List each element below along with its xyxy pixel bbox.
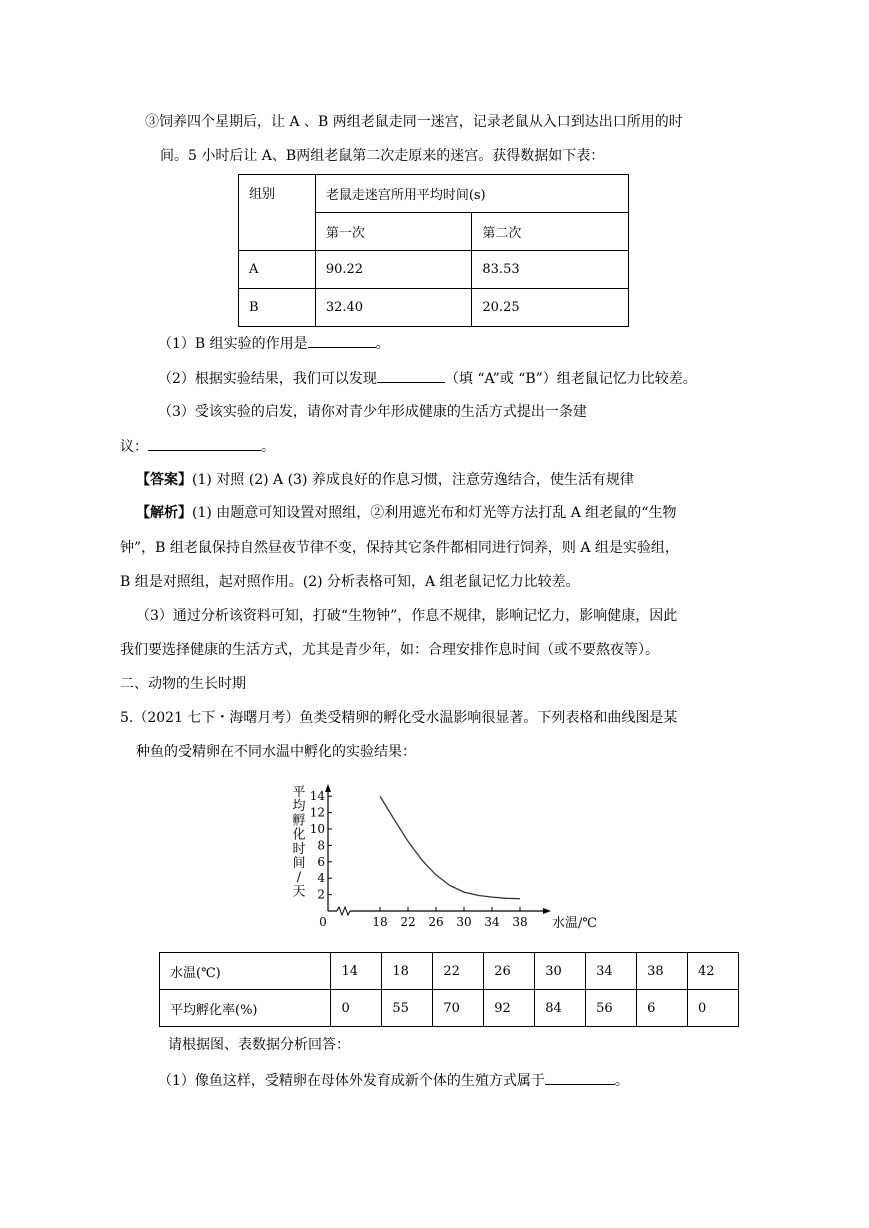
question-5-line1: 5.（2021 七下・海曙月考）鱼类受精卵的孵化受水温影响很显著。下列表格和曲线图是某 [120, 710, 678, 726]
x-tick-label: 26 [428, 915, 444, 929]
table-header: 平均孵化率(%) [160, 990, 331, 1027]
hatching-rate-table [159, 952, 739, 1027]
y-tick-label: 2 [317, 887, 325, 902]
table-row [239, 289, 629, 327]
origin-label: 0 [319, 915, 327, 929]
table-cell: 42 [688, 953, 739, 990]
analysis-line3: B 组是对照组，起对照作用。(2) 分析表格可知，A 组老鼠记忆力比较差。 [120, 574, 580, 590]
table-cell: 22 [433, 953, 484, 990]
section-heading: 二、动物的生长时期 [120, 676, 246, 692]
y-axis-label: 平均孵化时间/天 [292, 785, 306, 900]
x-axis-break [337, 907, 350, 915]
table-header: 水温(℃) [160, 953, 331, 990]
analysis-line5: 我们要选择健康的生活方式，尤其是青少年，如：合理安排作息时间（或不要熬夜等）。 [120, 642, 659, 658]
y-tick-label: 4 [317, 871, 325, 886]
analysis-line2: 钟”，B 组老鼠保持自然昼夜节律不变，保持其它条件都相同进行饲养，则 A 组是实验组， [120, 540, 679, 556]
table-cell: 90.22 [315, 251, 472, 289]
table-cell: 14 [331, 953, 382, 990]
answer-blank [308, 333, 376, 348]
table-cell: 30 [535, 953, 586, 990]
table-header-group: 组别 [239, 175, 316, 251]
question-1: （1）B 组实验的作用是 。 [158, 333, 390, 354]
table-cell: 92 [484, 990, 535, 1027]
y-tick-label: 10 [309, 822, 325, 836]
x-tick-label: 38 [512, 915, 528, 929]
table-cell: 55 [382, 990, 433, 1027]
y-tick-label: 6 [317, 854, 325, 869]
answer-tag: 【答案】 [136, 472, 192, 488]
answer-line: 【答案】(1) 对照 (2) A (3) 养成良好的作息习惯，注意劳逸结合，使生活有规律 [136, 472, 634, 488]
analysis-line1: 【解析】(1) 由题意可知设置对照组，②利用遮光布和灯光等方法打乱 A 组老鼠的“生物 [136, 505, 677, 521]
table-row [160, 990, 739, 1027]
table-row [160, 953, 739, 990]
table-cell: 0 [688, 990, 739, 1027]
x-tick-label: 34 [484, 915, 500, 929]
analysis-line4: （3）通过分析该资料可知，打破“生物钟”，作息不规律，影响记忆力，影响健康，因此 [136, 608, 678, 624]
question-5-1: （1）像鱼这样，受精卵在母体外发育成新个体的生殖方式属于 。 [158, 1070, 629, 1091]
hatching-time-chart [285, 782, 597, 937]
prompt-text: 请根据图、表数据分析回答： [168, 1037, 350, 1053]
answer-blank [545, 1070, 615, 1085]
table-cell: 56 [586, 990, 637, 1027]
table-cell: 38 [637, 953, 688, 990]
x-tick-label: 30 [456, 915, 472, 929]
y-tick-label: 14 [309, 789, 325, 804]
question-5-line2: 种鱼的受精卵在不同水温中孵化的实验结果： [136, 744, 416, 760]
question-3-line1: （3）受该实验的启发，请你对青少年形成健康的生活方式提出一条建 [158, 404, 587, 420]
x-tick-label: 18 [372, 915, 388, 929]
question-2: （2）根据实验结果，我们可以发现 （填 “A”或 “B”）组老鼠记忆力比较差。 [158, 368, 697, 389]
table-cell: 26 [484, 953, 535, 990]
table-header-first: 第一次 [315, 213, 472, 251]
step3-line2: 间。5 小时后让 A、B两组老鼠第二次走原来的迷宫。获得数据如下表： [160, 148, 605, 164]
table-header-second: 第二次 [472, 213, 629, 251]
table-cell: 20.25 [472, 289, 629, 327]
maze-table [238, 174, 629, 327]
x-axis-label: 水温/℃ [552, 916, 597, 931]
table-cell: B [239, 289, 316, 327]
table-header-time: 老鼠走迷宫所用平均时间(s) [315, 175, 628, 213]
y-tick-label: 12 [309, 805, 325, 820]
table-cell: 83.53 [472, 251, 629, 289]
table-cell: 18 [382, 953, 433, 990]
table-cell: A [239, 251, 316, 289]
x-axis-arrow [543, 908, 551, 914]
y-tick-label: 8 [317, 838, 325, 853]
answer-blank [148, 436, 261, 451]
table-row [239, 251, 629, 289]
step3-line1: ③饲养四个星期后，让 A 、B 两组老鼠走同一迷宫，记录老鼠从入口到达出口所用的时 [145, 114, 683, 130]
table-cell: 34 [586, 953, 637, 990]
question-3-line2: 议： 。 [120, 436, 275, 457]
table-cell: 32.40 [315, 289, 472, 327]
x-tick-label: 22 [400, 915, 416, 929]
table-cell: 0 [331, 990, 382, 1027]
table-cell: 6 [637, 990, 688, 1027]
table-cell: 84 [535, 990, 586, 1027]
y-axis-arrow [325, 784, 331, 792]
series-line [380, 796, 520, 899]
analysis-tag: 【解析】 [136, 505, 192, 521]
table-cell: 70 [433, 990, 484, 1027]
answer-blank [377, 368, 445, 383]
